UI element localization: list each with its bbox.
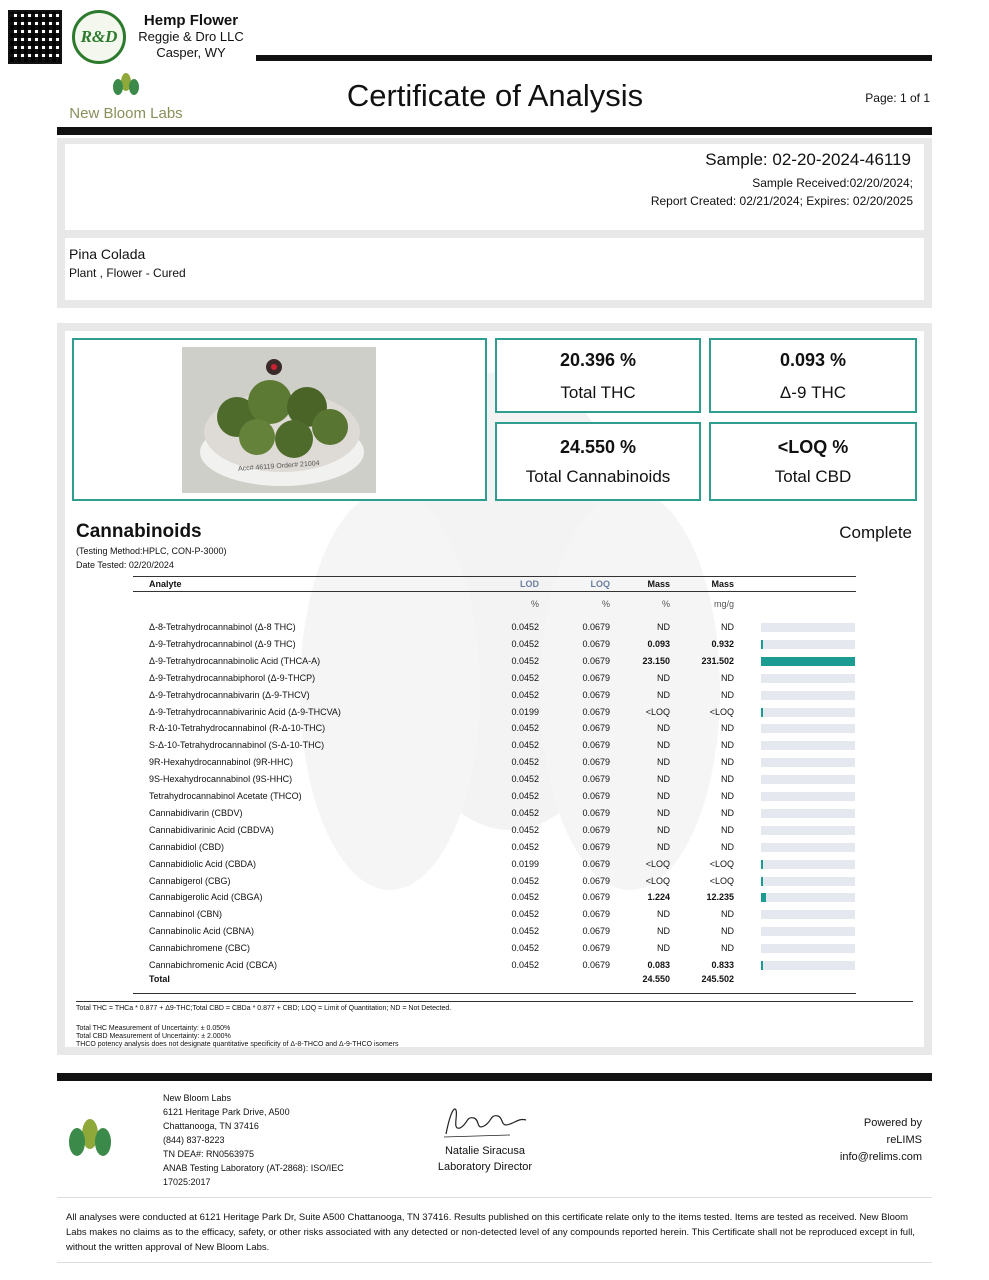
kpi-label: Total CBD: [774, 467, 852, 486]
analyte-cell: Tetrahydrocannabinol Acetate (THCO): [149, 791, 302, 801]
mass-mg-cell: 0.833: [711, 960, 734, 970]
flower-image-icon: [182, 347, 376, 493]
mass-mg-cell: ND: [721, 909, 734, 919]
lod-cell: 0.0199: [511, 859, 539, 869]
loq-cell: 0.0679: [582, 909, 610, 919]
mass-pct-cell: ND: [657, 740, 670, 750]
loq-cell: 0.0679: [582, 876, 610, 886]
mass-pct-cell: ND: [657, 825, 670, 835]
result-bar-fill: [761, 877, 763, 886]
analyte-cell: Cannabidivarinic Acid (CBDVA): [149, 825, 274, 835]
kpi-total-cannabinoids: [495, 422, 701, 501]
lod-cell: 0.0452: [511, 791, 539, 801]
result-bar-track: [761, 860, 855, 869]
footer-rule: [57, 1073, 932, 1081]
loq-cell: 0.0679: [582, 639, 610, 649]
lod-cell: 0.0452: [511, 690, 539, 700]
mass-mg-cell: ND: [721, 825, 734, 835]
analyte-cell: Δ-9-Tetrahydrocannabinol (Δ-9 THC): [149, 639, 296, 649]
result-bar-track: [761, 792, 855, 801]
powered-email: info@relims.com: [839, 1151, 922, 1163]
result-bar-track: [761, 961, 855, 970]
table-rule: [133, 993, 856, 994]
mass-pct-cell: ND: [657, 622, 670, 632]
loq-cell: 0.0679: [582, 656, 610, 666]
analyte-cell: 9R-Hexahydrocannabinol (9R-HHC): [149, 757, 294, 767]
disclaimer-rule: [57, 1262, 932, 1263]
loq-cell: 0.0679: [582, 723, 610, 733]
lod-cell: 0.0452: [511, 639, 539, 649]
signature-icon: [440, 1104, 530, 1140]
analyte-cell: Cannabinol (CBN): [149, 909, 223, 919]
kpi-total-thc: [495, 338, 701, 413]
mass-pct-cell: ND: [657, 842, 670, 852]
mass-mg-cell: ND: [721, 774, 734, 784]
result-bar-track: [761, 944, 855, 953]
loq-cell: 0.0679: [582, 960, 610, 970]
lod-cell: 0.0452: [511, 876, 539, 886]
leaf-logo-icon: [111, 72, 141, 98]
mass-pct-cell: 0.083: [647, 960, 670, 970]
signer-block: [420, 1143, 550, 1175]
result-bar-track: [761, 674, 855, 683]
analyte-cell: 9S-Hexahydrocannabinol (9S-HHC): [149, 774, 293, 784]
result-bar-fill: [761, 893, 766, 902]
leaf-logo-icon: [66, 1117, 114, 1159]
total-label: Total: [149, 974, 170, 984]
lab-line: New Bloom Labs: [163, 1093, 232, 1103]
mass-mg-cell: 231.502: [701, 656, 734, 666]
loq-cell: 0.0679: [582, 859, 610, 869]
product-type: Plant , Flower - Cured: [69, 266, 186, 280]
lod-cell: 0.0452: [511, 774, 539, 784]
lab-line: 6121 Heritage Park Drive, A500: [163, 1107, 290, 1117]
footnote-rule: [76, 1001, 913, 1002]
analyte-cell: Cannabidivarin (CBDV): [149, 808, 243, 818]
mass-mg-cell: ND: [721, 757, 734, 767]
result-bar-track: [761, 724, 855, 733]
analyte-cell: Cannabinolic Acid (CBNA): [149, 926, 255, 936]
lod-cell: 0.0199: [511, 707, 539, 717]
analyte-cell: R-Δ-10-Tetrahydrocannabinol (R-Δ-10-THC): [149, 723, 326, 733]
result-bar-track: [761, 927, 855, 936]
loq-cell: 0.0679: [582, 791, 610, 801]
kpi-value: 0.093 %: [779, 350, 847, 370]
result-bar-track: [761, 910, 855, 919]
analyte-cell: Cannabidiolic Acid (CBDA): [149, 859, 257, 869]
lab-line: TN DEA#: RN0563975: [163, 1149, 255, 1159]
result-bar-fill: [761, 640, 763, 649]
mass-pct-cell: ND: [657, 808, 670, 818]
mass-pct-cell: 0.093: [647, 639, 670, 649]
mass-pct-cell: ND: [657, 926, 670, 936]
analyte-cell: Δ-9-Tetrahydrocannabinolic Acid (THCA-A): [149, 656, 321, 666]
unit-loq: %: [601, 599, 610, 609]
mass-mg-cell: ND: [721, 842, 734, 852]
mass-pct-cell: ND: [657, 774, 670, 784]
sample-id: Sample: 02-20-2024-46119: [705, 150, 911, 169]
mass-pct-cell: <LOQ: [645, 876, 670, 886]
lab-line: Chattanooga, TN 37416: [163, 1121, 259, 1131]
mass-pct-cell: ND: [657, 673, 670, 683]
lod-cell: 0.0452: [511, 892, 539, 902]
kpi-d9-thc: [709, 338, 917, 413]
analyte-cell: Cannabichromenic Acid (CBCA): [149, 960, 278, 970]
analyte-cell: Cannabidiol (CBD): [149, 842, 225, 852]
kpi-value: 24.550 %: [559, 437, 637, 457]
table-rule: [133, 591, 856, 592]
result-bar-track: [761, 843, 855, 852]
result-bar-fill: [761, 961, 763, 970]
client-location: Casper, WY: [156, 45, 226, 60]
lod-cell: 0.0452: [511, 622, 539, 632]
analyte-cell: Δ-9-Tetrahydrocannabiphorol (Δ-9-THCP): [149, 673, 316, 683]
thco-note: THCO potency analysis does not designate quantitative specificity of Δ-8-THCO and Δ-9-THCO isomers: [76, 1041, 399, 1048]
kpi-value: <LOQ %: [777, 437, 849, 457]
analyte-cell: Δ-8-Tetrahydrocannabinol (Δ-8 THC): [149, 622, 296, 632]
lod-cell: 0.0452: [511, 757, 539, 767]
disclaimer-rule: [57, 1197, 932, 1198]
disclaimer: All analyses were conducted at 6121 Heritage Park Dr, Suite A500 Chattanooga, TN 37416. Results published on this certificate relate only to the items tested. Items are tested as received. New Bloom Labs makes no claims as to the efficacy, safety, or other risks associated with any detected or non-detected level of any compounds reported herein. This Certificate shall not be reproduced except in full, without the written approval of New Bloom Labs.: [66, 1212, 915, 1253]
lod-cell: 0.0452: [511, 740, 539, 750]
mass-pct-cell: <LOQ: [645, 859, 670, 869]
loq-cell: 0.0679: [582, 740, 610, 750]
lab-line: 17025:2017: [163, 1177, 211, 1187]
result-bar-track: [761, 741, 855, 750]
loq-cell: 0.0679: [582, 757, 610, 767]
kpi-label: Δ-9 THC: [779, 383, 847, 402]
result-bar-track: [761, 877, 855, 886]
lod-cell: 0.0452: [511, 808, 539, 818]
mass-mg-cell: <LOQ: [709, 707, 734, 717]
sample-photo: [182, 347, 376, 493]
uncertainty-cbd: Total CBD Measurement of Uncertainty: ± 2.000%: [76, 1033, 231, 1040]
client-product: Hemp Flower: [143, 12, 239, 29]
result-bar-track: [761, 708, 855, 717]
lab-logo: [66, 72, 186, 122]
mass-pct-cell: 23.150: [642, 656, 670, 666]
client-logo-text: R&D: [80, 27, 118, 46]
powered-line: reLIMS: [886, 1134, 922, 1146]
page-title: Certificate of Analysis: [346, 78, 644, 113]
powered-by: [812, 1115, 922, 1166]
mass-mg-cell: ND: [721, 926, 734, 936]
powered-line: Powered by: [863, 1117, 922, 1129]
section-title: Cannabinoids: [76, 521, 202, 542]
unit-mass-pct: %: [661, 599, 670, 609]
mass-mg-cell: ND: [721, 791, 734, 801]
sample-received: Sample Received:02/20/2024;: [752, 176, 913, 190]
loq-cell: 0.0679: [582, 690, 610, 700]
mass-pct-cell: ND: [657, 791, 670, 801]
header-mass-mg: Mass: [711, 579, 734, 589]
lod-cell: 0.0452: [511, 842, 539, 852]
photo-label: Acc# 46119 Order# 21004: [237, 460, 320, 473]
total-mass-mg: 245.502: [701, 974, 734, 984]
analyte-cell: S-Δ-10-Tetrahydrocannabinol (S-Δ-10-THC): [149, 740, 325, 750]
status-text: Complete: [839, 523, 912, 542]
page-number: Page: 1 of 1: [865, 91, 930, 105]
analyte-cell: Cannabigerol (CBG): [149, 876, 231, 886]
lab-line: ANAB Testing Laboratory (AT-2868): ISO/IEC: [163, 1163, 344, 1173]
result-bar-track: [761, 657, 855, 666]
lod-cell: 0.0452: [511, 926, 539, 936]
client-info: [128, 12, 254, 61]
header-mass-pct: Mass: [647, 579, 670, 589]
header-rule: [256, 55, 932, 61]
result-bar-track: [761, 758, 855, 767]
client-logo: [72, 10, 126, 64]
unit-mass-mg: mg/g: [713, 599, 734, 609]
mass-pct-cell: ND: [657, 690, 670, 700]
loq-cell: 0.0679: [582, 825, 610, 835]
header-analyte: Analyte: [149, 579, 182, 589]
report-dates: Report Created: 02/21/2024; Expires: 02/20/2025: [650, 194, 913, 208]
loq-cell: 0.0679: [582, 943, 610, 953]
lod-cell: 0.0452: [511, 656, 539, 666]
mass-mg-cell: ND: [721, 943, 734, 953]
result-bar-fill: [761, 657, 855, 666]
client-company: Reggie & Dro LLC: [138, 29, 244, 44]
mass-mg-cell: 0.932: [711, 639, 734, 649]
result-bar-track: [761, 893, 855, 902]
loq-cell: 0.0679: [582, 673, 610, 683]
uncertainty-thc: Total THC Measurement of Uncertainty: ± 0.050%: [76, 1025, 231, 1032]
lod-cell: 0.0452: [511, 723, 539, 733]
lab-line: (844) 837-8223: [163, 1135, 225, 1145]
kpi-total-cbd: [709, 422, 917, 501]
analyte-cell: Cannabigerolic Acid (CBGA): [149, 892, 263, 902]
mass-mg-cell: ND: [721, 673, 734, 683]
mass-pct-cell: ND: [657, 943, 670, 953]
result-bar-fill: [761, 708, 763, 717]
table-rule: [133, 576, 856, 577]
lod-cell: 0.0452: [511, 673, 539, 683]
mass-mg-cell: <LOQ: [709, 859, 734, 869]
mass-pct-cell: ND: [657, 757, 670, 767]
lod-cell: 0.0452: [511, 960, 539, 970]
analyte-cell: Δ-9-Tetrahydrocannabivarin (Δ-9-THCV): [149, 690, 310, 700]
lod-cell: 0.0452: [511, 909, 539, 919]
kpi-value: 20.396 %: [559, 350, 637, 370]
analyte-cell: Cannabichromene (CBC): [149, 943, 251, 953]
product-info-box: [65, 238, 924, 300]
loq-cell: 0.0679: [582, 707, 610, 717]
result-bar-track: [761, 623, 855, 632]
title-rule: [57, 127, 932, 135]
mass-mg-cell: ND: [721, 740, 734, 750]
signer-title: Laboratory Director: [437, 1161, 533, 1173]
loq-cell: 0.0679: [582, 808, 610, 818]
lab-name: New Bloom Labs: [69, 105, 183, 122]
mass-mg-cell: ND: [721, 690, 734, 700]
testing-method: (Testing Method:HPLC, CON-P-3000): [76, 546, 227, 556]
qr-code: [8, 10, 62, 64]
mass-mg-cell: ND: [721, 808, 734, 818]
lab-address: [163, 1091, 344, 1189]
mass-mg-cell: ND: [721, 723, 734, 733]
mass-pct-cell: ND: [657, 723, 670, 733]
lod-cell: 0.0452: [511, 943, 539, 953]
loq-cell: 0.0679: [582, 892, 610, 902]
kpi-label: Total THC: [560, 383, 636, 402]
date-tested: Date Tested: 02/20/2024: [76, 560, 174, 570]
signer-name: Natalie Siracusa: [444, 1145, 526, 1157]
analyte-cell: Δ-9-Tetrahydrocannabivarinic Acid (Δ-9-THCVA): [149, 707, 341, 717]
result-bar-track: [761, 640, 855, 649]
total-mass-pct: 24.550: [642, 974, 670, 984]
calc-footnote: Total THC = THCa * 0.877 + Δ9-THC;Total CBD = CBDa * 0.877 + CBD; LOQ = Limit of Quantitation; ND = Not Detected.: [76, 1005, 452, 1012]
lod-cell: 0.0452: [511, 825, 539, 835]
mass-pct-cell: 1.224: [647, 892, 670, 902]
result-bar-track: [761, 691, 855, 700]
loq-cell: 0.0679: [582, 622, 610, 632]
result-bar-fill: [761, 860, 763, 869]
mass-mg-cell: <LOQ: [709, 876, 734, 886]
result-bar-track: [761, 809, 855, 818]
result-bar-track: [761, 826, 855, 835]
mass-mg-cell: 12.235: [706, 892, 734, 902]
mass-pct-cell: <LOQ: [645, 707, 670, 717]
unit-lod: %: [530, 599, 539, 609]
mass-pct-cell: ND: [657, 909, 670, 919]
mass-mg-cell: ND: [721, 622, 734, 632]
loq-cell: 0.0679: [582, 842, 610, 852]
product-name: Pina Colada: [69, 246, 146, 262]
loq-cell: 0.0679: [582, 774, 610, 784]
kpi-label: Total Cannabinoids: [525, 467, 671, 486]
header-loq: LOQ: [590, 579, 610, 589]
header-lod: LOD: [520, 579, 539, 589]
result-bar-track: [761, 775, 855, 784]
loq-cell: 0.0679: [582, 926, 610, 936]
